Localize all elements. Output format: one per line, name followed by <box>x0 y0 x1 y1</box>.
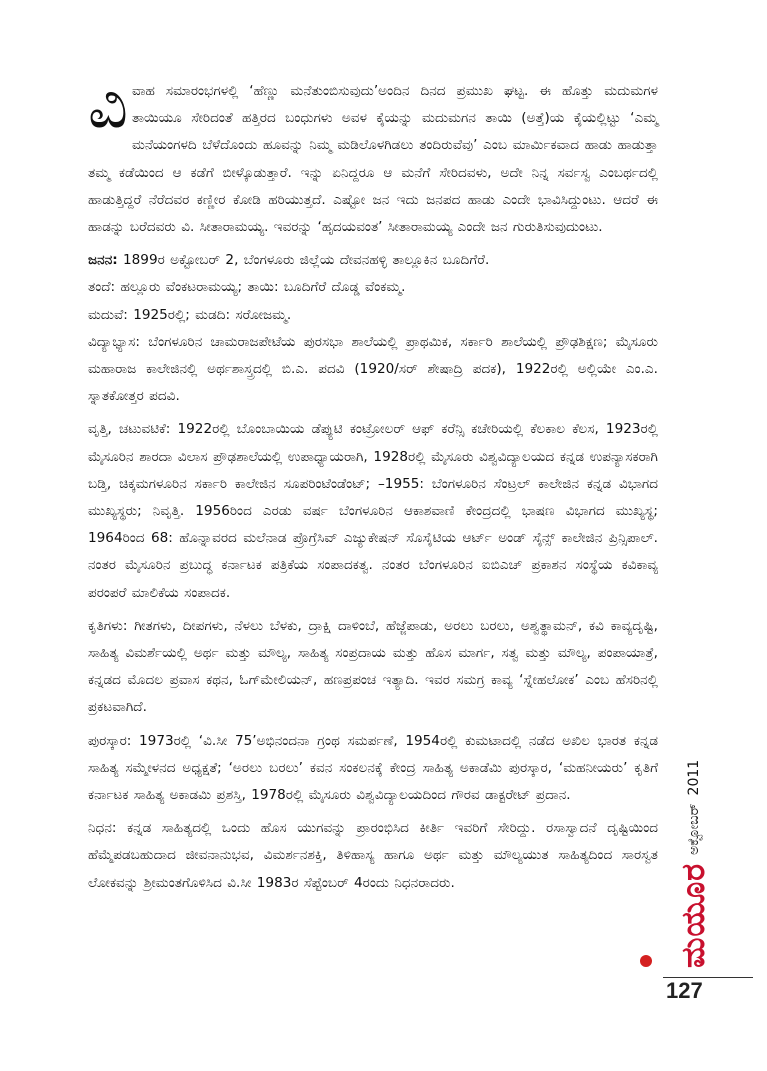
birth-label: ಜನನ: <box>88 252 118 269</box>
issue-month: ಅಕ್ಟೋಬರ್ <box>685 803 702 855</box>
issue-year: 2011 <box>685 759 702 796</box>
birth-text: 1899ರ ಅಕ್ಟೋಬರ್ 2, ಬೆಂಗಳೂರು ಜಿಲ್ಲೆಯ ದೇವನಹಳ್ಳಿ ತಾಲ್ಲೂಕಿನ ಬೂದಿಗೆರೆ. <box>117 252 490 269</box>
education-paragraph: ವಿದ್ಯಾಭ್ಯಾಸ: ಬೆಂಗಳೂರಿನ ಚಾಮರಾಜಪೇಟೆಯ ಪುರಸಭಾ ಶಾಲೆಯಲ್ಲಿ ಪ್ರಾಥಮಿಕ, ಸರ್ಕಾರಿ ಶಾಲೆಯಲ್ಲಿ ಪ್ರೌಢಶಿಕ್ಷಣ; ಮೈಸೂರು ಮಹಾರಾಜ ಕಾಲೇಜಿನಲ್ಲಿ ಅರ್ಥಶಾಸ್ತ್ರದಲ್ಲಿ ಬಿ.ಎ. ಪದವಿ (1920/ಸರ್ ಶೇಷಾದ್ರಿ ಪದಕ), 1922ರಲ್ಲಿ ಅಲ್ಲಿಯೇ ಎಂ.ಎ. ಸ್ನಾತಕೋತ್ತರ ಪದವಿ. <box>88 333 658 405</box>
intro-paragraph <box>88 69 658 241</box>
marriage-line: ಮದುವೆ: 1925ರಲ್ಲಿ; ಮಡದಿ: ಸರೋಜಮ್ಮ. <box>88 306 292 323</box>
masthead-rotated <box>674 760 713 968</box>
intro-text: ವಾಹ ಸಮಾರಂಭಗಳಲ್ಲಿ ‘ಹೆಣ್ಣು ಮನೆತುಂಬಿಸುವುದು’ಅಂದಿನ ದಿನದ ಪ್ರಮುಖ ಘಟ್ಟ. ಈ ಹೊತ್ತು ಮದುಮಗಳ ತಾಯಿಯೂ ಸೇರಿದಂತೆ ಹತ್ತಿರದ ಬಂಧುಗಳು ಅವಳ ಕೈಯನ್ನು ಮದುಮಗನ ತಾಯಿ (ಅತ್ತೆ)ಯ ಕೈಯಲ್ಲಿಟ್ಟು ‘ಎಮ್ಮ ಮನೆಯಂಗಳದಿ ಬೆಳೆದೊಂದು ಹೂವನ್ನು ನಿಮ್ಮ ಮಡಿಲೊಳಗಿಡಲು ತಂದಿರುವೆವು’ ಎಂಬ ಮಾರ್ಮಿಕವಾದ ಹಾಡು ಹಾಡುತ್ತಾ ತಮ್ಮ ಕಡೆಯಿಂದ ಆ ಕಡೆಗೆ ಬೀಳ್ಕೊಡುತ್ತಾರೆ. ಇನ್ನು ಏನಿದ್ದರೂ ಆ ಮನೆಗೆ ಸೇರಿದವಳು, ಅದೇ ನಿನ್ನ ಸರ್ವಸ್ವ ಎಂಬರ್ಥದಲ್ಲಿ ಹಾಡುತ್ತಿದ್ದರೆ ನೆರೆದವರ ಕಣ್ಣೀರ ಕೋಡಿ ಹರಿಯುತ್ತದೆ. ಎಷ್ಟೋ ಜನ ಇದು ಜನಪದ ಹಾಡು ಎಂದೇ ಭಾವಿಸಿದ್ದುಂಟು. ಆದರೆ ಈ ಹಾಡನ್ನು ಬರೆದವರು ವಿ. ಸೀತಾರಾಮಯ್ಯ. ಇವರನ್ನು ‘ಹೃದಯವಂತ’ ಸೀತಾರಾಮಯ್ಯ ಎಂದೇ ಜನ ಗುರುತಿಸುವುದುಂಟು. <box>88 83 658 236</box>
magazine-name: ಮಯೂರ <box>674 862 712 968</box>
awards-paragraph: ಪುರಸ್ಕಾರ: 1973ರಲ್ಲಿ ‘ವಿ.ಸೀ 75’ಅಭಿನಂದನಾ ಗ್ರಂಥ ಸಮರ್ಪಣೆ, 1954ರಲ್ಲಿ ಕುಮಟಾದಲ್ಲಿ ನಡೆದ ಅಖಿಲ ಭಾರತ ಕನ್ನಡ ಸಾಹಿತ್ಯ ಸಮ್ಮೇಳನದ ಅಧ್ಯಕ್ಷತೆ; ‘ಅರಲು ಬರಲು’ ಕವನ ಸಂಕಲನಕ್ಕೆ ಕೇಂದ್ರ ಸಾಹಿತ್ಯ ಅಕಾಡೆಮಿ ಪುರಸ್ಕಾರ, ‘ಮಹನೀಯರು’ ಕೃತಿಗೆ ಕರ್ನಾಟಕ ಸಾಹಿತ್ಯ ಅಕಾಡಮಿ ಪ್ರಶಸ್ತಿ, 1978ರಲ್ಲಿ ಮೈಸೂರು ವಿಶ್ವವಿದ್ಯಾಲಯದಿಂದ ಗೌರವ ಡಾಕ್ಟರೇಟ್ ಪ್ರದಾನ. <box>88 732 658 804</box>
red-dot-icon <box>640 955 652 967</box>
career-paragraph: ವೃತ್ತಿ, ಚಟುವಟಿಕೆ: 1922ರಲ್ಲಿ ಬೊಂಬಾಯಿಯ ಡೆಪ್ಯುಟಿ ಕಂಟ್ರೋಲರ್ ಆಫ್ ಕರೆನ್ಸಿ ಕಚೇರಿಯಲ್ಲಿ ಕೆಲಕಾಲ ಕೆಲಸ, 1923ರಲ್ಲಿ ಮೈಸೂರಿನ ಶಾರದಾ ವಿಲಾಸ ಪ್ರೌಢಶಾಲೆಯಲ್ಲಿ ಉಪಾಧ್ಯಾಯರಾಗಿ, 1928ರಲ್ಲಿ ಮೈಸೂರು ವಿಶ್ವವಿದ್ಯಾಲಯದ ಕನ್ನಡ ಉಪನ್ಯಾಸಕರಾಗಿ ಬಡ್ತಿ, ಚಿಕ್ಕಮಗಳೂರಿನ ಸರ್ಕಾರಿ ಕಾಲೇಜಿನ ಸೂಪರಿಂಟೆಂಡೆಂಟ್; –1955: ಬೆಂಗಳೂರಿನ ಸೆಂಟ್ರಲ್ ಕಾಲೇಜಿನ ಕನ್ನಡ ವಿಭಾಗದ ಮುಖ್ಯಸ್ಥರು; ನಿವೃತ್ತಿ. 1956ರಿಂದ ಎರಡು ವರ್ಷ ಬೆಂಗಳೂರಿನ ಆಕಾಶವಾಣಿ ಕೇಂದ್ರದಲ್ಲಿ ಭಾಷಣ ವಿಭಾಗದ ಮುಖ್ಯಸ್ಥ; 1964ರಿಂದ 68: ಹೊನ್ನಾವರದ ಮಲೆನಾಡ ಪ್ರೊಗ್ರೆಸಿವ್ ಎಜ್ಯುಕೇಷನ್ ಸೊಸೈಟಿಯ ಆರ್ಟ್ ಅಂಡ್ ಸೈನ್ಸ್ ಕಾಲೇಜಿನ ಪ್ರಿನ್ಸಿಪಾಲ್. ನಂತರ ಮೈಸೂರಿನ ಪ್ರಬುದ್ಧ ಕರ್ನಾಟಕ ಪತ್ರಿಕೆಯ ಸಂಪಾದಕತ್ವ. ನಂತರ ಬೆಂಗಳೂರಿನ ಐಬಿಎಚ್ ಪ್ರಕಾಶನ ಸಂಸ್ಥೆಯ ಕವಿಕಾವ್ಯ ಪರಂಪರೆ ಮಾಲಿಕೆಯ ಸಂಪಾದಕ. <box>88 421 658 601</box>
death-paragraph: ನಿಧನ: ಕನ್ನಡ ಸಾಹಿತ್ಯದಲ್ಲಿ ಒಂದು ಹೊಸ ಯುಗವನ್ನು ಪ್ರಾರಂಭಿಸಿದ ಕೀರ್ತಿ ಇವರಿಗೆ ಸೇರಿದ್ದು. ರಸಾಸ್ವಾದನೆ ದೃಷ್ಟಿಯಿಂದ ಹೆಮ್ಮೆಪಡಬಹುದಾದ ಜೀವನಾನುಭವ, ವಿಮರ್ಶನಶಕ್ತಿ, ತಿಳಿಹಾಸ್ಯ ಹಾಗೂ ಅರ್ಥ ಮತ್ತು ಮೌಲ್ಯಯುತ ಸಾಹಿತ್ಯದಿಂದ ಸಾರಸ್ವತ ಲೋಕವನ್ನು ಶ್ರೀಮಂತಗೊಳಿಸಿದ ವಿ.ಸೀ 1983ರ ಸೆಪ್ಟೆಂಬರ್ 4ರಂದು ನಿಧನರಾದರು. <box>88 820 658 891</box>
birth-line <box>88 247 658 274</box>
works-paragraph: ಕೃತಿಗಳು: ಗೀತಗಳು, ದೀಪಗಳು, ನೆಳಲು ಬೆಳಕು, ದ್ರಾಕ್ಷಿ ದಾಳಿಂಬೆ, ಹೆಜ್ಜೆಪಾಡು, ಅರಲು ಬರಲು, ಅಶ್ವತ್ಥಾಮನ್, ಕವಿ ಕಾವ್ಯದೃಷ್ಟಿ, ಸಾಹಿತ್ಯ ವಿಮರ್ಶೆಯಲ್ಲಿ ಅರ್ಥ ಮತ್ತು ಮೌಲ್ಯ, ಸಾಹಿತ್ಯ ಸಂಪ್ರದಾಯ ಮತ್ತು ಹೊಸ ಮಾರ್ಗ, ಸತ್ವ ಮತ್ತು ಮೌಲ್ಯ, ಪಂಪಾಯಾತ್ರೆ, ಕನ್ನಡದ ಮೊದಲ ಪ್ರವಾಸ ಕಥನ, ಓಗ್‌ಮೇಲಿಯನ್, ಹಣಪ್ರಪಂಚ ಇತ್ಯಾದಿ. ಇವರ ಸಮಗ್ರ ಕಾವ್ಯ ‘ಸ್ನೇಹಲೋಕ’ ಎಂಬ ಹೆಸರಿನಲ್ಲಿ ಪ್ರಕಟವಾಗಿದೆ. <box>88 617 658 716</box>
masthead-side <box>630 740 720 980</box>
article <box>88 69 658 903</box>
page-number: 127 <box>666 978 703 1003</box>
drop-cap: ವಿ <box>88 69 128 142</box>
parents-line: ತಂದೆ: ಹಲ್ಲೂರು ವೆಂಕಟರಾಮಯ್ಯ; ತಾಯಿ: ಬೂದಿಗೆರೆ ದೊಡ್ಡ ವೆಂಕಮ್ಮ. <box>88 279 406 296</box>
